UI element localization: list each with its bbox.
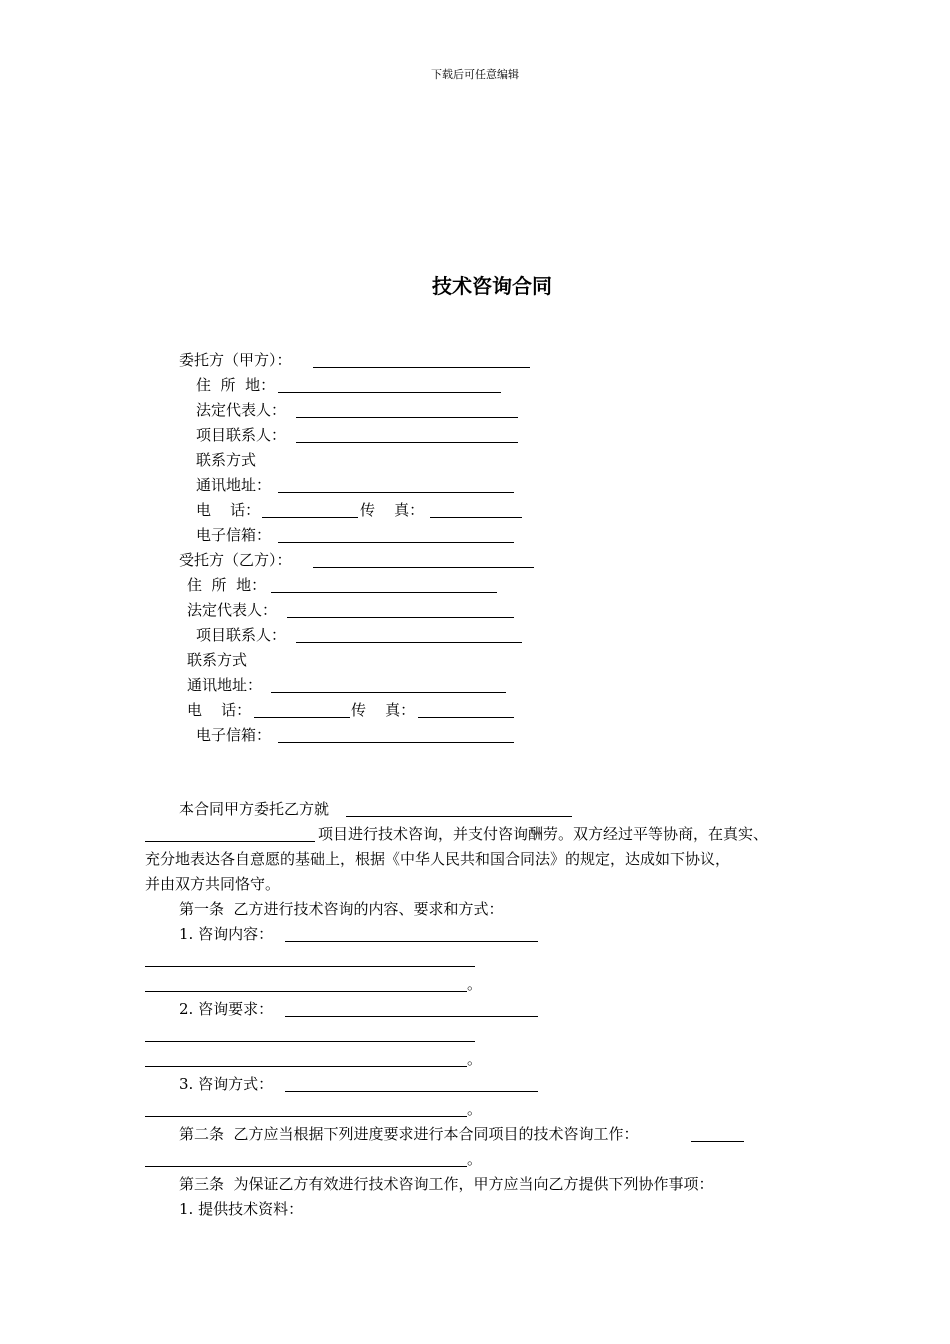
- consult-content-period: 。: [467, 975, 483, 993]
- party-b-contact-person-field[interactable]: [296, 642, 522, 643]
- party-b-residence-field[interactable]: [271, 592, 497, 593]
- schedule-field-1[interactable]: [691, 1141, 744, 1142]
- consult-method-field-1[interactable]: [285, 1091, 538, 1092]
- party-b-residence-label: 住 所 地：: [187, 576, 267, 594]
- consult-requirement-field-2[interactable]: [145, 1041, 475, 1042]
- party-a-legal-rep-field[interactable]: [296, 417, 518, 418]
- party-a-phone-field[interactable]: [262, 517, 358, 518]
- party-a-legal-rep-label: 法定代表人：: [196, 401, 287, 419]
- party-a-label: 委托方（甲方）：: [179, 351, 292, 369]
- article-3-item-1-label: 1. 提供技术资料：: [179, 1200, 304, 1218]
- consult-method-field-2[interactable]: [145, 1116, 467, 1117]
- intro-line-1: 本合同甲方委托乙方就: [179, 800, 330, 818]
- party-b-phone-field[interactable]: [254, 717, 350, 718]
- party-a-contact-person-field[interactable]: [296, 442, 518, 443]
- consult-method-period: 。: [467, 1100, 483, 1118]
- party-a-mail-address-label: 通讯地址：: [196, 476, 272, 494]
- party-b-phone-label: 电 话：: [187, 701, 252, 719]
- schedule-period: 。: [467, 1150, 483, 1168]
- project-name-field-1[interactable]: [346, 816, 572, 817]
- intro-line-3: 充分地表达各自意愿的基础上，根据《中华人民共和国合同法》的规定，达成如下协议，: [145, 850, 731, 868]
- party-b-name-field[interactable]: [313, 567, 534, 568]
- party-a-phone-label: 电 话：: [196, 501, 261, 519]
- party-b-contact-person-label: 项目联系人：: [196, 626, 287, 644]
- consult-requirement-field-3[interactable]: [145, 1066, 467, 1067]
- consult-requirement-field-1[interactable]: [285, 1016, 538, 1017]
- article-1-item-1-label: 1. 咨询内容：: [179, 925, 274, 943]
- party-a-email-label: 电子信箱：: [196, 526, 272, 544]
- page-header-note: 下载后可任意编辑: [431, 68, 519, 81]
- schedule-field-2[interactable]: [145, 1166, 467, 1167]
- article-3-heading: 第三条 为保证乙方有效进行技术咨询工作，甲方应当向乙方提供下列协作事项：: [179, 1175, 714, 1193]
- party-a-contact-method-label: 联系方式: [196, 451, 257, 469]
- article-1-item-3-label: 3. 咨询方式：: [179, 1075, 274, 1093]
- project-name-field-2[interactable]: [145, 841, 315, 842]
- intro-line-2: 项目进行技术咨询，并支付咨询酬劳。双方经过平等协商，在真实、: [318, 825, 769, 843]
- party-b-legal-rep-label: 法定代表人：: [187, 601, 278, 619]
- party-b-mail-address-label: 通讯地址：: [187, 676, 263, 694]
- party-b-email-field[interactable]: [278, 742, 514, 743]
- party-b-fax-field[interactable]: [418, 717, 514, 718]
- party-b-label: 受托方（乙方）：: [179, 551, 292, 569]
- consult-content-field-1[interactable]: [285, 941, 538, 942]
- party-b-email-label: 电子信箱：: [196, 726, 272, 744]
- party-a-email-field[interactable]: [278, 542, 514, 543]
- party-b-contact-method-label: 联系方式: [187, 651, 248, 669]
- party-b-mail-address-field[interactable]: [271, 692, 506, 693]
- article-2-heading: 第二条 乙方应当根据下列进度要求进行本合同项目的技术咨询工作：: [179, 1125, 639, 1143]
- party-a-residence-label: 住 所 地：: [196, 376, 276, 394]
- party-a-name-field[interactable]: [313, 367, 530, 368]
- consult-content-field-3[interactable]: [145, 991, 467, 992]
- intro-line-4: 并由双方共同恪守。: [145, 875, 281, 893]
- party-a-residence-field[interactable]: [278, 392, 501, 393]
- party-b-legal-rep-field[interactable]: [287, 617, 514, 618]
- article-1-item-2-label: 2. 咨询要求：: [179, 1000, 274, 1018]
- party-a-fax-label: 传 真：: [360, 501, 425, 519]
- party-a-contact-person-label: 项目联系人：: [196, 426, 287, 444]
- consult-content-field-2[interactable]: [145, 966, 475, 967]
- consult-requirement-period: 。: [467, 1050, 483, 1068]
- party-a-fax-field[interactable]: [430, 517, 522, 518]
- article-1-heading: 第一条 乙方进行技术咨询的内容、要求和方式：: [179, 900, 504, 918]
- document-title: 技术咨询合同: [432, 274, 552, 298]
- party-a-mail-address-field[interactable]: [278, 492, 514, 493]
- party-b-fax-label: 传 真：: [351, 701, 416, 719]
